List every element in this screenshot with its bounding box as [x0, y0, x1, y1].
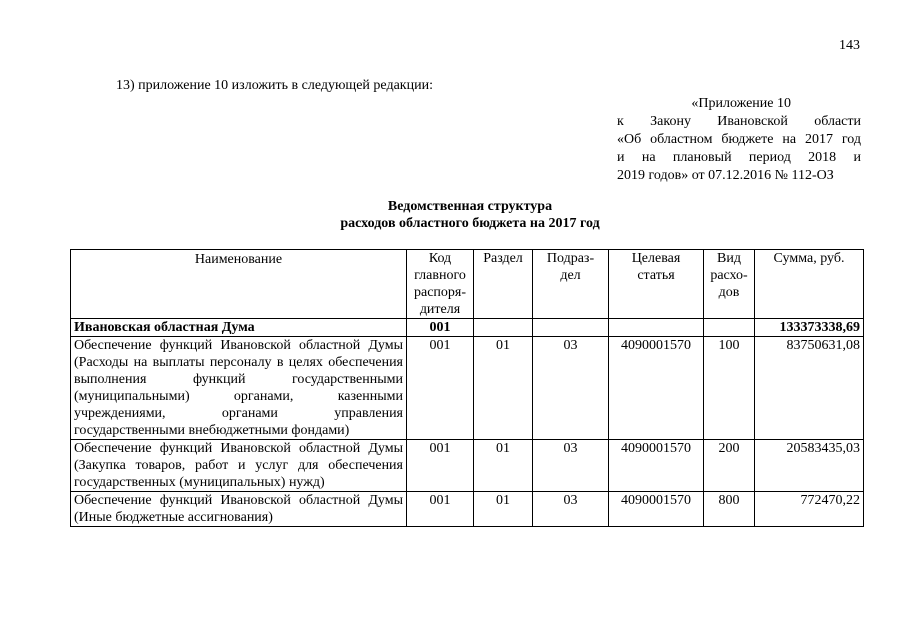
header-target — [609, 250, 704, 319]
row-name: Обеспечение функций Ивановской областной Думы (Иные бюджетные ассигнования) — [71, 492, 407, 527]
header-name: Наименование — [71, 250, 407, 319]
header-code-line: дителя — [419, 302, 461, 317]
row-subsection: 03 — [533, 492, 609, 527]
row-code: 001 — [407, 337, 474, 440]
row-type: 200 — [704, 440, 755, 492]
table-row — [71, 337, 864, 440]
row-target: 4090001570 — [609, 492, 704, 527]
row-target — [609, 319, 704, 337]
appendix-line: и на плановый период 2018 и — [617, 150, 861, 165]
row-sum: 20583435,03 — [755, 440, 864, 492]
appendix-line: «Об областном бюджете на 2017 год — [617, 132, 861, 147]
row-subsection: 03 — [533, 337, 609, 440]
row-section — [474, 319, 533, 337]
table-row — [71, 440, 864, 492]
row-section: 01 — [474, 492, 533, 527]
table-row — [71, 319, 864, 337]
header-subsection-line: дел — [560, 268, 581, 283]
row-type: 800 — [704, 492, 755, 527]
header-type — [704, 250, 755, 319]
row-section: 01 — [474, 440, 533, 492]
row-code: 001 — [407, 319, 474, 337]
header-code — [407, 250, 474, 319]
row-target: 4090001570 — [609, 337, 704, 440]
header-code-line: распоря- — [413, 285, 467, 300]
row-sum: 772470,22 — [755, 492, 864, 527]
budget-table — [70, 249, 864, 527]
header-sum: Сумма, руб. — [755, 250, 864, 319]
header-target-line: статья — [637, 268, 675, 283]
row-name: Обеспечение функций Ивановской областной Думы (Расходы на выплаты персоналу в целях обеспечения выполнения функций государственными (муниципальными) органами, казенными учреждениями, органами управления государственными внебюджетными фондами) — [71, 337, 407, 440]
row-subsection: 03 — [533, 440, 609, 492]
header-subsection-line: Подраз- — [546, 251, 595, 266]
row-code: 001 — [407, 440, 474, 492]
document-title — [200, 198, 740, 232]
header-type-line: Вид — [717, 251, 741, 266]
header-section: Раздел — [474, 250, 533, 319]
header-code-line: главного — [414, 268, 466, 283]
row-target: 4090001570 — [609, 440, 704, 492]
appendix-line: к Закону Ивановской области — [617, 114, 861, 129]
page-number: 143 — [839, 38, 860, 53]
intro-text: 13) приложение 10 изложить в следующей редакции: — [116, 78, 433, 93]
header-type-line: дов — [718, 285, 740, 300]
header-subsection — [533, 250, 609, 319]
title-line: Ведомственная структура — [387, 199, 553, 214]
row-subsection — [533, 319, 609, 337]
appendix-reference — [617, 95, 861, 185]
header-type-line: расхо- — [710, 268, 748, 283]
row-sum: 83750631,08 — [755, 337, 864, 440]
appendix-line: 2019 годов» от 07.12.2016 № 112-ОЗ — [617, 168, 834, 183]
table-header-row — [71, 250, 864, 319]
header-target-line: Целевая — [631, 251, 681, 266]
row-name: Ивановская областная Дума — [71, 319, 407, 337]
appendix-title: «Приложение 10 — [691, 96, 791, 111]
row-code: 001 — [407, 492, 474, 527]
row-sum: 133373338,69 — [755, 319, 864, 337]
table-row — [71, 492, 864, 527]
header-code-line: Код — [428, 251, 452, 266]
row-type — [704, 319, 755, 337]
title-line: расходов областного бюджета на 2017 год — [340, 216, 600, 231]
row-type: 100 — [704, 337, 755, 440]
row-section: 01 — [474, 337, 533, 440]
row-name: Обеспечение функций Ивановской областной Думы (Закупка товаров, работ и услуг для обеспечения государственных (муниципальных) нужд) — [71, 440, 407, 492]
